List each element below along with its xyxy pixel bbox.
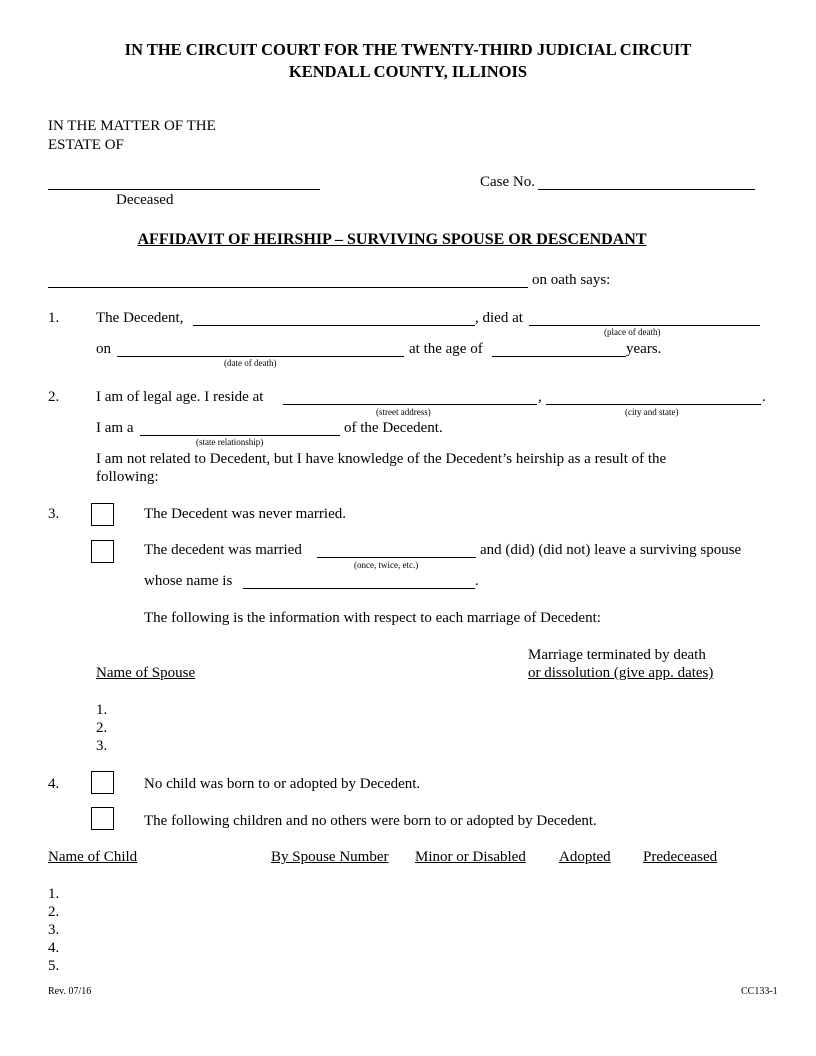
iam-a-label: I am a <box>96 420 134 436</box>
times-married-line[interactable] <box>317 557 476 558</box>
marriage-info-text: The following is the information with respect to each marriage of Decedent: <box>144 610 601 626</box>
relationship-caption: (state relationship) <box>196 437 264 447</box>
col-by-spouse-number: By Spouse Number <box>271 849 389 865</box>
was-married-text: The decedent was married <box>144 542 302 558</box>
decedent-label: The Decedent, <box>96 310 184 326</box>
city-state-caption: (city and state) <box>625 407 679 417</box>
never-married-checkbox[interactable] <box>91 503 114 526</box>
of-decedent-label: of the Decedent. <box>344 420 443 436</box>
age-label: at the age of <box>409 341 483 357</box>
item2-number: 2. <box>48 389 60 405</box>
once-twice-caption: (once, twice, etc.) <box>354 560 419 570</box>
date-of-death-caption: (date of death) <box>224 358 277 368</box>
on-label: on <box>96 341 111 357</box>
spouse-name-line[interactable] <box>243 588 475 589</box>
years-label: years. <box>626 341 662 357</box>
item3-number: 3. <box>48 506 60 522</box>
city-state-line[interactable] <box>546 404 761 405</box>
following-children-checkbox[interactable] <box>91 807 114 830</box>
affiant-name-line[interactable] <box>48 287 528 288</box>
form-title: AFFIDAVIT OF HEIRSHIP – SURVIVING SPOUSE OR DESCENDANT <box>137 231 647 248</box>
termination-header-line1: Marriage terminated by death <box>528 647 706 663</box>
not-related-line1: I am not related to Decedent, but I have knowledge of the Decedent’s heirship as a result of the <box>96 451 667 467</box>
county-name: KENDALL COUNTY, ILLINOIS <box>288 62 528 81</box>
estate-name-line[interactable] <box>48 189 320 190</box>
age-line[interactable] <box>492 356 626 357</box>
col-predeceased: Predeceased <box>643 849 718 865</box>
case-no-label: Case No. <box>480 174 535 190</box>
street-address-line[interactable] <box>283 404 537 405</box>
was-married-checkbox[interactable] <box>91 540 114 563</box>
revision-label: Rev. 07/16 <box>48 986 92 997</box>
matter-line1: IN THE MATTER OF THE <box>48 118 216 134</box>
termination-header-line2: or dissolution (give app. dates) <box>528 665 714 681</box>
spouse-row: 1. <box>96 702 108 718</box>
child-row: 5. <box>48 958 60 974</box>
child-row: 1. <box>48 886 60 902</box>
relationship-line[interactable] <box>140 435 340 436</box>
oath-text: on oath says: <box>532 272 611 288</box>
child-row: 2. <box>48 904 60 920</box>
reside-text: I am of legal age. I reside at <box>96 389 264 405</box>
following-children-text: The following children and no others were born to or adopted by Decedent. <box>144 813 597 829</box>
decedent-name-line[interactable] <box>193 325 475 326</box>
comma: , <box>538 389 542 405</box>
place-of-death-line[interactable] <box>529 325 760 326</box>
no-child-checkbox[interactable] <box>91 771 114 794</box>
spouse-row: 2. <box>96 720 108 736</box>
street-address-caption: (street address) <box>376 407 431 417</box>
matter-line2: ESTATE OF <box>48 137 124 153</box>
never-married-text: The Decedent was never married. <box>144 506 346 522</box>
period: . <box>762 389 766 405</box>
child-row: 4. <box>48 940 60 956</box>
whose-name-label: whose name is <box>144 573 233 589</box>
deceased-label: Deceased <box>116 192 174 208</box>
col-name-of-child: Name of Child <box>48 849 138 865</box>
item1-number: 1. <box>48 310 60 326</box>
form-number: CC133-1 <box>741 986 778 997</box>
col-minor-or-disabled: Minor or Disabled <box>415 849 526 865</box>
case-no-line[interactable] <box>538 189 755 190</box>
surviving-spouse-text: and (did) (did not) leave a surviving spouse <box>480 542 742 558</box>
spouse-period: . <box>475 573 479 589</box>
court-name: IN THE CIRCUIT COURT FOR THE TWENTY-THIRD JUDICIAL CIRCUIT <box>124 40 692 59</box>
date-of-death-line[interactable] <box>117 356 404 357</box>
col-adopted: Adopted <box>559 849 611 865</box>
no-child-text: No child was born to or adopted by Decedent. <box>144 776 421 792</box>
spouse-row: 3. <box>96 738 108 754</box>
spouse-name-header: Name of Spouse <box>96 665 196 681</box>
not-related-line2: following: <box>96 469 159 485</box>
died-at-label: , died at <box>475 310 523 326</box>
child-row: 3. <box>48 922 60 938</box>
place-of-death-caption: (place of death) <box>604 327 661 337</box>
item4-number: 4. <box>48 776 60 792</box>
